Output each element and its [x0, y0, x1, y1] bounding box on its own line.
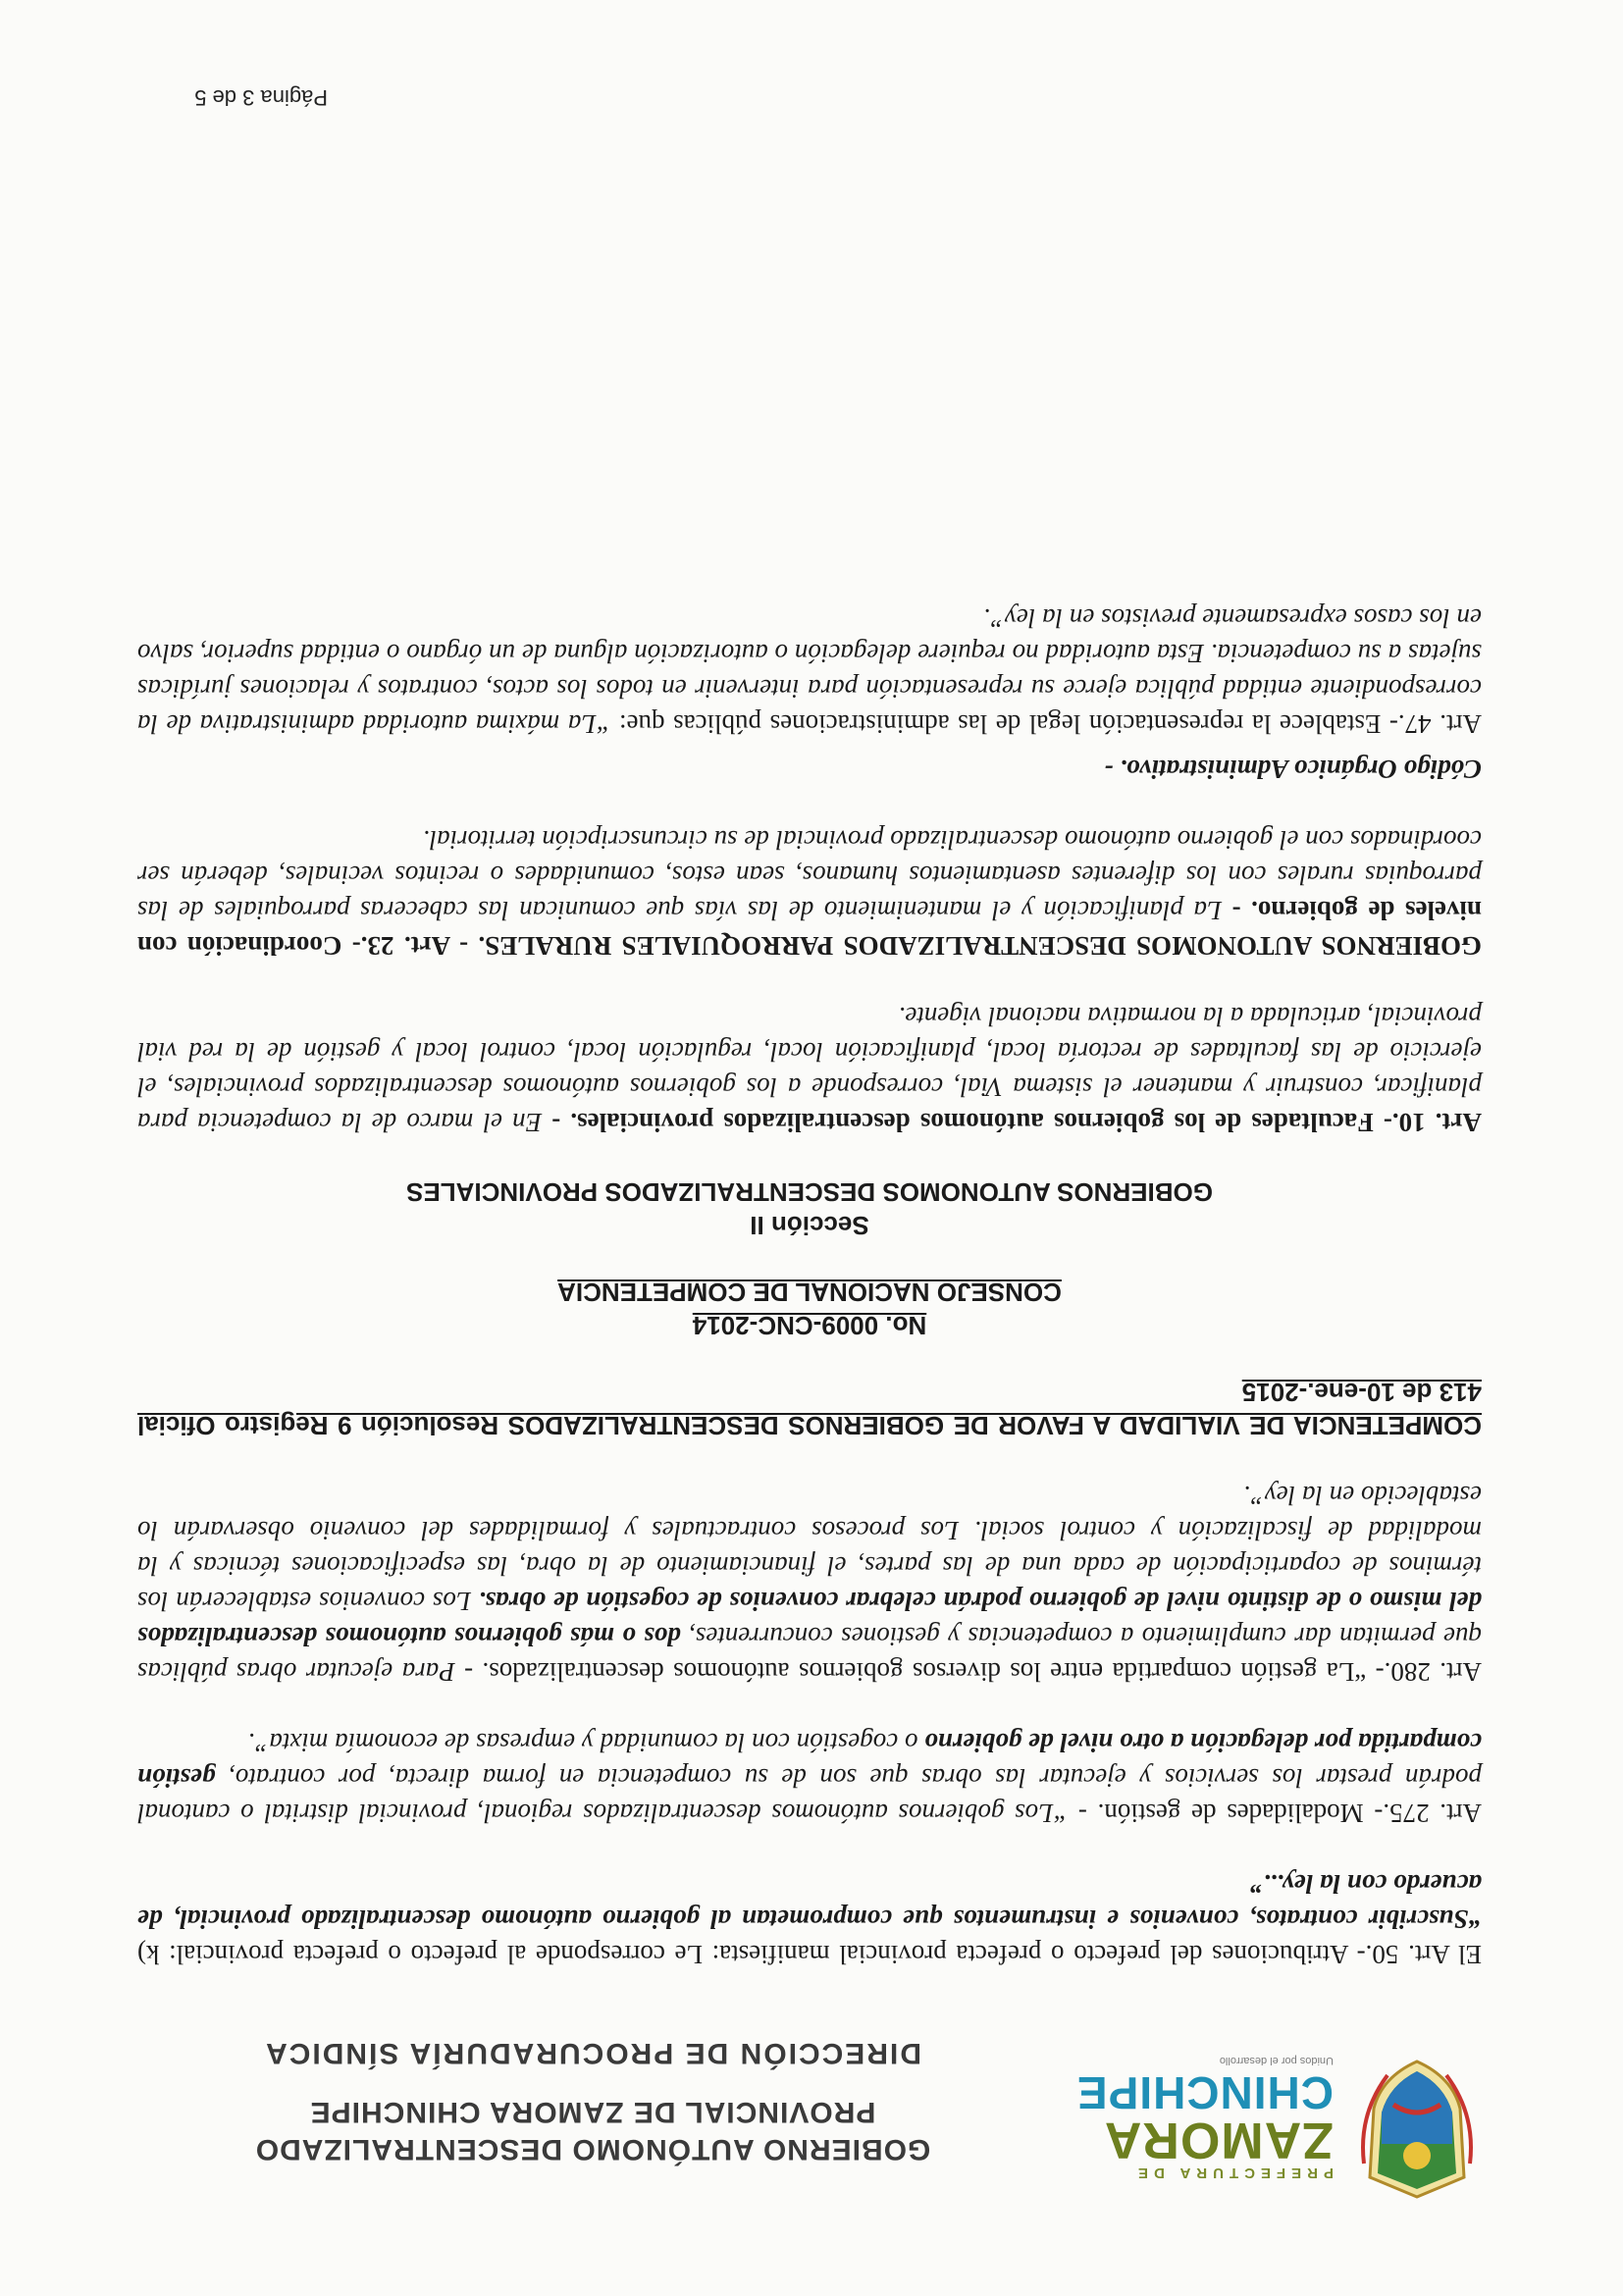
page-number: Página 3 de 5 [194, 85, 328, 110]
art-23-text: La planificación y el mantenimiento de las vías que comunican las cabeceras parroquiales de las parroquias rurales con los diferentes asentamientos humanos, sean estos, comunidades o recintos vecinales, deberán ser coordinados con el gobierno autónomo descentralizado provincial de su circunscripción territorial. [137, 825, 1482, 925]
council-name: CONSEJO NACIONAL DE COMPETENCIA [557, 1278, 1062, 1307]
art-280-lead: Art. 280.- “La gestión compartida entre los diversos gobiernos autónomos descentralizados. - [454, 1657, 1482, 1687]
paragraph-coa-heading [137, 752, 1482, 787]
art-280-italic-2: Los convenios establecerán los términos de coparticipación de cada una de las partes, el financiamiento de la obra, las especificaciones técnicas y la modalidad de fiscalización y control social. Los procesos contractuales y formalidades del convenio observarán lo establecido en la ley”. [137, 1481, 1482, 1616]
art-23-lead: GOBIERNOS AUTONOMOS DESCENTRALIZADOS PARROQUIALES RURALES. - Art. 23.- Coordinación con niveles de gobierno. - [137, 896, 1482, 961]
art-275-bold: gestión compartida por delegación a otro nivel de gobierno [137, 1728, 1482, 1793]
resolution-heading-block [137, 1175, 1482, 1442]
art-50-quote: “Suscribir contratos, convenios e instrumentos que comprometan al gobierno autónomo descentralizado provincial, de acuerdo con la ley...” [137, 1869, 1482, 1934]
coat-of-arms-logo [1358, 2056, 1476, 2203]
department-title: DIRECCIÓN DE PROCURADURÍA SÍNDICA [264, 2037, 921, 2069]
paragraph-art-50 [137, 1866, 1482, 1972]
resolution-number: No. 0009-CNC-2014 [692, 1311, 927, 1340]
resolution-heading: COMPETENCIA DE VIALIDAD A FAVOR DE GOBIERNOS DESCENTRALIZADOS Resolución 9 Registro Oficial 413 de 10-ene.-2015 [137, 1378, 1482, 1440]
paragraph-art-275 [137, 1725, 1482, 1831]
paragraph-art-23 [137, 822, 1482, 964]
art-50-lead: El Art. 50.- Atribuciones del prefecto o prefecta provincial manifiesta: Le corresponde al prefecto o prefecta provincial: k) [137, 1940, 1482, 1969]
brand-wordmark [1076, 2055, 1334, 2181]
brand-zamora: ZAMORA [1103, 2112, 1334, 2168]
art-275-quote: “Los gobiernos autónomos descentralizados regional, provincial distrital o cantonal podrán prestar los servicios y ejecutar las obras que son de su competencia en forma directa, por contrato, [136, 1763, 1482, 1828]
art-47-text: “La máxima autoridad administrativa de la correspondiente entidad pública ejerce su representación para intervenir en todos los actos, contratos y relaciones jurídicas sujetas a su competencia. Esta autoridad no requiere delegación o autorización alguna de un órgano o entidad superior, salvo en los casos expresamente previstos en la ley”. [137, 603, 1482, 739]
letterhead [141, 2016, 1476, 2203]
paragraph-art-10 [137, 999, 1482, 1140]
section-title: Sección II [750, 1211, 869, 1240]
document-body [137, 565, 1482, 1972]
coa-heading: Código Orgánico Administrativo. - [1104, 755, 1482, 784]
brand-tagline: Unidos por el desarrollo [1219, 2055, 1334, 2066]
brand-chinchipe: CHINCHIPE [1075, 2067, 1334, 2118]
paragraph-art-280 [137, 1478, 1482, 1690]
brand-prefectura: PREFECTURA DE [1132, 2165, 1334, 2181]
institution-header [171, 2036, 1015, 2166]
institution-line-1: GOBIERNO AUTÓNOMO DESCENTRALIZADO [254, 2133, 931, 2166]
art-275-tail: o cogestión con la comunidad y empresas de economía mixta”. [247, 1728, 925, 1757]
institution-line-2: PROVINCIAL DE ZAMORA CHINCHIPE [309, 2096, 876, 2128]
art-10-lead: Art. 10.- Facultades de los gobiernos autónomos descentralizados provinciales. - [542, 1108, 1482, 1137]
art-10-text: En el marco de la competencia para planificar, construir y mantener el sistema Vial, corresponde a los gobiernos autónomos descentralizados provinciales, el ejercicio de las facultades de rectoría local, planificación local, regulación local, control local y gestión de la red vial provincial, articulada a la normativa nacional vigente. [137, 1002, 1482, 1137]
art-280-bold: dos o más gobiernos autónomos descentralizados del mismo o de distinto nivel de gobierno podrán celebrar convenios de cogestión de obras. [136, 1587, 1482, 1651]
paragraph-art-47 [137, 600, 1482, 742]
section-subtitle: GOBIERNOS AUTONOMOS DESCENTRALIZADOS PROVINCIALES [406, 1177, 1213, 1207]
art-280-italic-1: Para ejecutar obras públicas que permitan dar cumplimiento a competencias y gestiones concurrentes, [137, 1622, 1482, 1687]
art-47-lead: Art. 47.- Establece la representación legal de las administraciones públicas que: [610, 709, 1482, 739]
art-275-lead: Art. 275.- Modalidades de gestión. - [1068, 1799, 1482, 1828]
